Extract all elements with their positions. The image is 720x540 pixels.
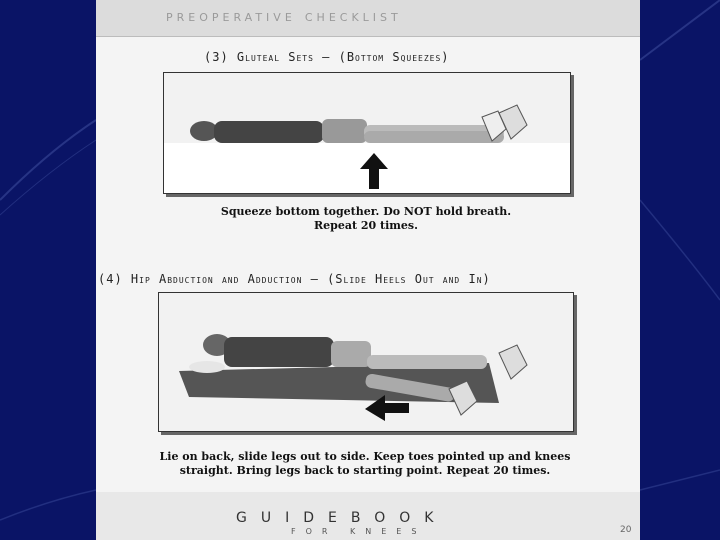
document-page [96,0,640,540]
section-4-title: (4) Hip Abduction and Adduction — (Slide Heels Out and In) [98,272,491,286]
gluteal-sets-photo [163,72,571,194]
hip-abduction-photo [158,292,574,432]
footer-subtitle: FOR KNEES [291,527,427,536]
section-4-caption-line-1: Lie on back, slide legs out to side. Keep toes pointed up and knees [159,450,571,463]
section-3-caption-line-2: Repeat 20 times. [314,219,418,232]
section-4-caption-line-2: straight. Bring legs back to starting point. Repeat 20 times. [179,464,551,477]
person-lying-illustration [164,73,570,193]
page-title: preoperative checklist [166,6,402,25]
page-number: 20 [620,525,632,535]
footer-title: GUIDEBOOK [236,510,448,526]
section-3-title: (3) Gluteal Sets — (Bottom Squeezes) [204,50,450,64]
section-3-caption-line-1: Squeeze bottom together. Do NOT hold breath. [220,205,512,218]
person-on-mat-illustration [159,293,573,431]
